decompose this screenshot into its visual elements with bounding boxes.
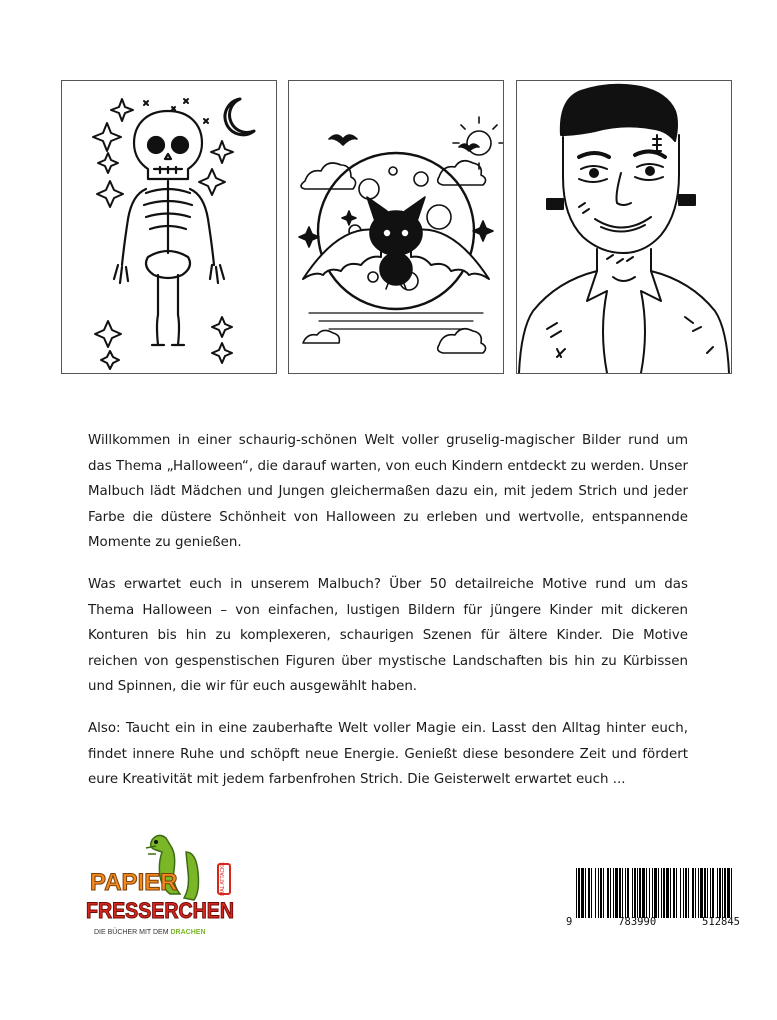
barcode-bar: [622, 868, 623, 918]
barcode-bar: [727, 868, 730, 918]
barcode-bar: [598, 868, 599, 918]
barcode-bar: [654, 868, 657, 918]
barcode-bar: [581, 868, 584, 918]
barcode-bar: [600, 868, 602, 918]
barcode-bar: [683, 868, 684, 918]
barcode-bar: [637, 868, 638, 918]
barcode-bar: [634, 868, 636, 918]
logo-line1: PAPIER: [90, 869, 178, 896]
barcode-bars: [566, 868, 740, 918]
barcode-bar: [632, 868, 633, 918]
barcode-bar: [663, 868, 665, 918]
skeleton-illustration: [62, 81, 276, 373]
barcode-bar: [649, 868, 650, 918]
barcode-bar: [625, 868, 626, 918]
barcode-bar: [588, 868, 590, 918]
barcode-bar: [731, 868, 732, 918]
barcode-bar: [607, 868, 609, 918]
barcode-bar: [666, 868, 669, 918]
barcode-bar: [719, 868, 721, 918]
barcode-bar: [619, 868, 621, 918]
barcode-bar: [639, 868, 641, 918]
barcode-bar: [603, 868, 604, 918]
skeleton-coloring-page: [61, 80, 277, 374]
isbn-digits: [566, 916, 740, 928]
barcode-bar: [578, 868, 580, 918]
publisher-logo: [86, 830, 246, 940]
logo-tagline-prefix: DIE BÜCHER MIT DEM: [94, 929, 169, 936]
barcode-bar: [591, 868, 592, 918]
barcode-bar: [613, 868, 614, 918]
isbn-digit-group-2: 783990: [618, 916, 657, 928]
barcode-bar: [724, 868, 726, 918]
barcode-bar: [698, 868, 699, 918]
isbn-barcode: [566, 868, 740, 930]
barcode-bar: [652, 868, 653, 918]
barcode-bar: [680, 868, 681, 918]
barcode-bar: [676, 868, 677, 918]
blurb-paragraph-closing: Also: Taucht ein in eine zauberhafte Welt voller Magie ein. Lasst den Alltag hinter euch, findet innere Ruhe und schöpft neue Energie. Genießt diese besondere Zeit und fördert eure Kreativität mit jedem farbenfrohen Strich. Die Geisterwelt erwartet euch ...: [88, 721, 688, 787]
frankenstein-illustration: [517, 81, 731, 373]
barcode-bar: [670, 868, 671, 918]
barcode-bar: [695, 868, 696, 918]
dragon-logo-icon: [86, 830, 246, 940]
blurb-paragraph-contents: Was erwartet euch in unserem Malbuch? Über 50 detailreiche Motive rund um das Thema Halloween – von einfachen, lustigen Bildern für jüngere Kinder mit dickeren Konturen bis hin zu komplexeren, schaurigen Szenen für ältere Kinder. Die Motive reichen von gespenstischen Figuren über mystische Landschaften bis hin zu Kürbissen und Spinnen, die wir für euch ausgewählt haben.: [88, 577, 688, 694]
barcode-bar: [627, 868, 629, 918]
barcode-bar: [685, 868, 687, 918]
barcode-bar: [595, 868, 596, 918]
barcode-bar: [707, 868, 708, 918]
blurb-paragraph-intro: Willkommen in einer schaurig-schönen Welt voller gruselig-magischer Bilder rund um das Thema „Halloween“, die darauf warten, von euch Kindern entdeckt zu werden. Unser Malbuch lädt Mädchen und Jungen gleichermaßen dazu ein, mit jedem Strich und jeder Farbe die düstere Schönheit von Halloween zu erleben und wertvolle, entspannende Momente zu genießen.: [88, 433, 688, 550]
barcode-bar: [615, 868, 618, 918]
barcode-bar: [585, 868, 586, 918]
barcode-bar: [712, 868, 714, 918]
barcode-bar: [642, 868, 645, 918]
bat-moon-coloring-page: [288, 80, 504, 374]
barcode-bar: [692, 868, 694, 918]
logo-tagline-highlight: DRACHEN: [170, 929, 206, 936]
frankenstein-coloring-page: [516, 80, 732, 374]
logo-badge: MAL ATTACKE: [220, 862, 226, 896]
isbn-digit-group-3: 512845: [702, 916, 740, 928]
barcode-bar: [646, 868, 647, 918]
barcode-bar: [658, 868, 659, 918]
barcode-bar: [700, 868, 703, 918]
barcode-bar: [576, 868, 577, 918]
isbn-digit-group-1: 9: [566, 916, 573, 928]
barcode-bar: [722, 868, 723, 918]
logo-line2: FRESSERCHEN: [86, 898, 234, 923]
barcode-bar: [688, 868, 689, 918]
bat-moon-illustration: [289, 81, 503, 373]
barcode-bar: [710, 868, 711, 918]
barcode-bar: [704, 868, 706, 918]
barcode-bar: [610, 868, 611, 918]
barcode-bar: [661, 868, 662, 918]
logo-tagline: [94, 928, 206, 936]
barcode-bar: [717, 868, 718, 918]
barcode-bar: [673, 868, 675, 918]
